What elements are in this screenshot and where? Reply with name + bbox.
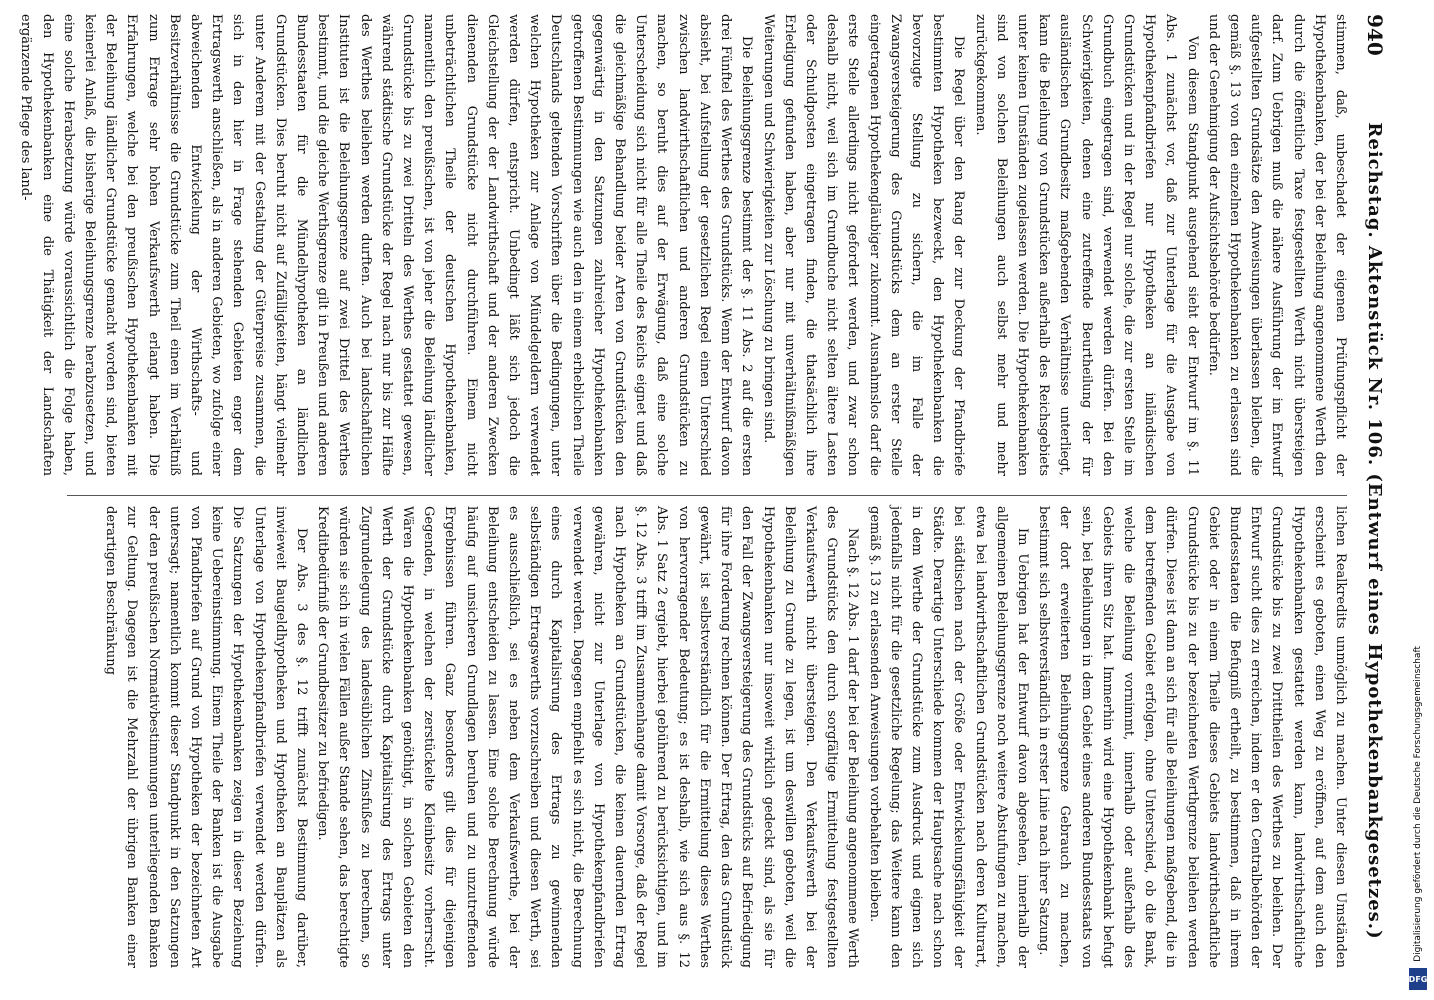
running-title: Reichstag. Aktenstück Nr. 106. (Entwurf eines Hypothekenbankgesetzes.): [1364, 122, 1386, 940]
column-divider: [67, 495, 1347, 496]
text-column-left: [18, 14, 1351, 476]
page-number: 940: [1363, 14, 1387, 56]
digitization-credit-strip: [1406, 6, 1430, 994]
paragraph: Nach §. 12 Abs. 1 darf der bei der Beleihung angenommene Werth des Grundstücks den durch sorgfältige Ermittelung festgestellten Verkaufswerth nicht übersteigen. Den Verkaufswerth bei der Beleihung zu Grunde zu legen, ist um deswillen geboten, weil die Hypothekenbanken nur insoweit wirklich gedeckt sind, als sie für den Fall der Zwangsversteigerung des Grundstücks auf Befriedigung für ihre Forderung rechnen können. Der Ertrag, den das Grundstück gewährt, ist selbstverständlich für die Ermittelung dieses Werthes von hervorragender Bedeutung; es ist deshalb, wie sich aus §. 12 Abs. 1 Satz 2 ergiebt, hierbei gebührend zu berücksichtigen, und im §. 12 Abs. 3 trifft im Zusammenhange damit Vorsorge, daß der Regel nach Hypotheken an Grundstücken, die keinen dauernden Ertrag gewähren, nicht zur Unterlage von Hypothekenpfandbriefen verwendet werden. Dagegen empfiehlt es sich nicht, die Berechnung eines durch Kapitalisirung des Ertrags zu gewinnenden selbständigen Ertragswerths vorzuschreiben und diesen Werth, sei es ausschließlich, sei es neben dem Verkaufswerthe, bei der Beleihung entscheiden zu lassen. Eine solche Berechnung würde häufig auf unsicheren Grundlagen beruhen und zu unzutreffenden Ergebnissen führen. Ganz besonders gilt dies für diejenigen Gegenden, in welchen der zerstückelte Kleinbesitz vorherrscht. Wären die Hypothekenbanken genöthigt, in solchen Gebieten den Werth der Grundstücke durch Kapitalisirung des Ertrags unter Zugrundelegung des landesüblichen Zinsfußes zu berechnen, so würden sie sich in vielen Fällen außer Stande sehen, das berechtigte Kreditbedürfniß der Grundbesitzer zu befriedigen.: [315, 506, 861, 968]
paragraph: stimmen, daß, unbeschadet der eigenen Prüfungspflicht der Hypothekenbanken, der bei der Beleihung angenommene Werth den durch die öffentliche Taxe festgestellten Werth nicht übersteigen darf. Zum Uebrigen muß die nähere Ausführung der im Entwurf aufgestellten Grundsätze den Anweisungen überlassen bleiben, die gemäß §. 13 von den einzelnen Hypothekenbanken zu erlassen sind und der Genehmigung der Aufsichtsbehörde bedürfen.: [1205, 14, 1348, 476]
paragraph: Der Abs. 3 des §. 12 trifft zunächst Bestimmung darüber, inwieweit Baugeldhypotheken und Hypotheken an Bauplätzen als Unterlage von Hypothekenpfandbriefen verwendet werden dürfen. Die Satzungen der Hypothekenbanken zeigen in dieser Beziehung keine Uebereinstimmung. Einem Theile der Banken ist die Ausgabe von Pfandbriefen auf Grund von Hypotheken der bezeichneten Art untersagt; namentlich kommt dieser Standpunkt in den Satzungen der den preußischen Normativbestimmungen unterliegenden Banken zur Geltung. Dagegen ist die Mehrzahl der übrigen Banken einer derartigen Beschränkung: [103, 506, 310, 968]
dfg-logo: DFG: [1409, 968, 1427, 990]
paragraph: Die Beleihungsgrenze bestimmt der §. 11 Abs. 2 auf die ersten drei Fünftel des Werthes des Grundstücks. Wenn der Entwurf davon absieht, bei Aufstellung der gesetzlichen Regel einen Unterschied zwischen landwirthschaftlichen und anderen Grundstücken zu machen, so beruht dies auf der Erwägung, daß eine solche Unterscheidung sich nicht für alle Theile des Reichs eignet und daß die gleichmäßige Behandlung beider Arten von Grundstücken den gegenwärtig in den Satzungen zahlreicher Hypothekenbanken getroffenen Bestimmungen wie auch den in einem erheblichen Theile Deutschlands geltenden Vorschriften über die Bedingungen, unter welchen Hypotheken zur Anlage von Mündelgeldern verwendet werden dürfen, entspricht. Unbedingt läßt sich jedoch die Gleichstellung der der Landwirthschaft und der anderen Zwecken dienenden Grundstücke nicht durchführen. Einem nicht unbeträchtlichen Theile der deutschen Hypothekenbanken, namentlich den preußischen, ist von jeher die Beleihung ländlicher Grundstücke bis zu zwei Dritteln des Werthes gestattet gewesen, während städtische Grundstücke der Regel nach nur bis zur Hälfte des Werthes beliehen werden durften. Auch bei landschaftlichen Instituten ist die Beleihungsgrenze auf zwei Drittel des Werthes bestimmt, und die gleiche Werthsgrenze gilt in Preußen und anderen Bundesstaaten für die Mündelhypotheken an ländlichen Grundstücken. Dies beruht nicht auf Zufälligkeiten, hängt vielmehr unter Anderem mit der Gestaltung der Güterpreise zusammen, die sich in den hier in Frage stehenden Gebieten enger dem Ertragswerth anschließen, als in anderen Gebieten, wo zufolge einer abweichenden Entwickelung der Wirthschafts- und Besitzverhältnisse die Grundstücke zum Theil einen im Verhältniß zum Ertrage sehr hohen Verkaufswerth erlangt haben. Die Erfahrungen, welche bei den preußischen Hypothekenbanken mit der Beleihung ländlicher Grundstücke gemacht worden sind, bieten keinerlei Anlaß, die bisherige Beleihungsgrenze herabzusetzen, und eine solche Herabsetzung würde voraussichtlich die Folge haben, den Hypothekenbanken eine die Thätigkeit der Landschaften ergänzende Pflege des land-: [18, 14, 755, 476]
digitization-credit: Digitalisierung gefördert durch die Deutsche Forschungsgemeinschaft: [1413, 646, 1423, 962]
paragraph: Die Regel über den Rang der zur Deckung der Pfandbriefe bestimmten Hypotheken bezweckt, den Hypothekenbanken die bevorzugte Stellung zu sichern, die im Falle der Zwangsversteigerung des Grundstücks dem an erster Stelle eingetragenen Hypothekengläubiger zukommt. Ausnahmslos darf die erste Stelle allerdings nicht gefordert werden, und zwar schon deshalb nicht, weil sich im Grundbuche nicht selten ältere Lasten oder Schuldposten eingetragen finden, die thatsächlich ihre Erledigung gefunden haben, aber nur mit unverhältnißmäßigen Weiterungen und Schwierigkeiten zur Löschung zu bringen sind.: [760, 14, 967, 476]
page-header: [1355, 14, 1395, 988]
text-column-right: [61, 506, 1351, 968]
scanned-page: [18, 14, 1395, 988]
paragraph: lichen Realkredits unmöglich zu machen. Unter diesen Umständen erscheint es geboten, einen Weg zu eröffnen, auf dem auch den Hypothekenbanken gestattet werden kann, landwirthschaftliche Grundstücke bis zu zwei Dritttheilen des Werthes zu beleihen. Der Entwurf sucht dies zu erreichen, indem er den Centralbehörden der Bundesstaaten die Befugniß ertheilt, zu bestimmen, daß in ihrem Gebiet oder in einem Theile dieses Gebiets landwirthschaftliche Grundstücke bis zu der bezeichneten Werthgrenze beliehen werden dürfen. Diese ist dann an sich für alle Beleihungen maßgebend, die in dem betreffenden Gebiet erfolgen, ohne Unterschied, ob die Bank, welche die Beleihung vornimmt, innerhalb oder außerhalb des Gebiets ihren Sitz hat. Immerhin wird eine Hypothekenbank befugt sein, bei Beleihungen in dem Gebiet eines anderen Bundesstaats von der dort erweiterten Beleihungsgrenze Gebrauch zu machen, bestimmt sich selbstverständlich in erster Linie nach ihrer Satzung.: [1036, 506, 1348, 968]
paragraph: Von diesem Standpunkt ausgehend sieht der Entwurf im §. 11 Abs. 1 zunächst vor, daß zur Unterlage für die Ausgabe von Hypothekenpfandbriefen nur Hypotheken an inländischen Grundstücken und in der Regel nur solche, die zur ersten Stelle im Grundbuch eingetragen sind, verwendet werden dürfen. Bei den Schwierigkeiten, denen eine zutreffende Beurtheilung der für ausländischen Grundbesitz maßgebenden Verhältnisse unterliegt, kann die Beleihung von Grundstücken außerhalb des Reichsgebiets unter keinen Umständen zugelassen werden. Die Hypothekenbanken sind von solchen Beleihungen auch selbst mehr und mehr zurückgekommen.: [972, 14, 1200, 476]
paragraph: Im Uebrigen hat der Entwurf davon abgesehen, innerhalb der allgemeinen Beleihungsgrenze noch weitere Abstufungen zu machen, etwa bei landwirthschaftlichen Grundstücken nach deren Kulturart, bei städtischen nach der Größe oder Entwickelungsfähigkeit der Städte. Derartige Unterschiede kommen der Hauptsache nach schon in dem Werthe der Grundstücke zum Ausdruck und eignen sich jedenfalls nicht für die gesetzliche Regelung; das Weitere kann den gemäß §. 13 zu erlassenden Anweisungen vorbehalten bleiben.: [866, 506, 1030, 968]
